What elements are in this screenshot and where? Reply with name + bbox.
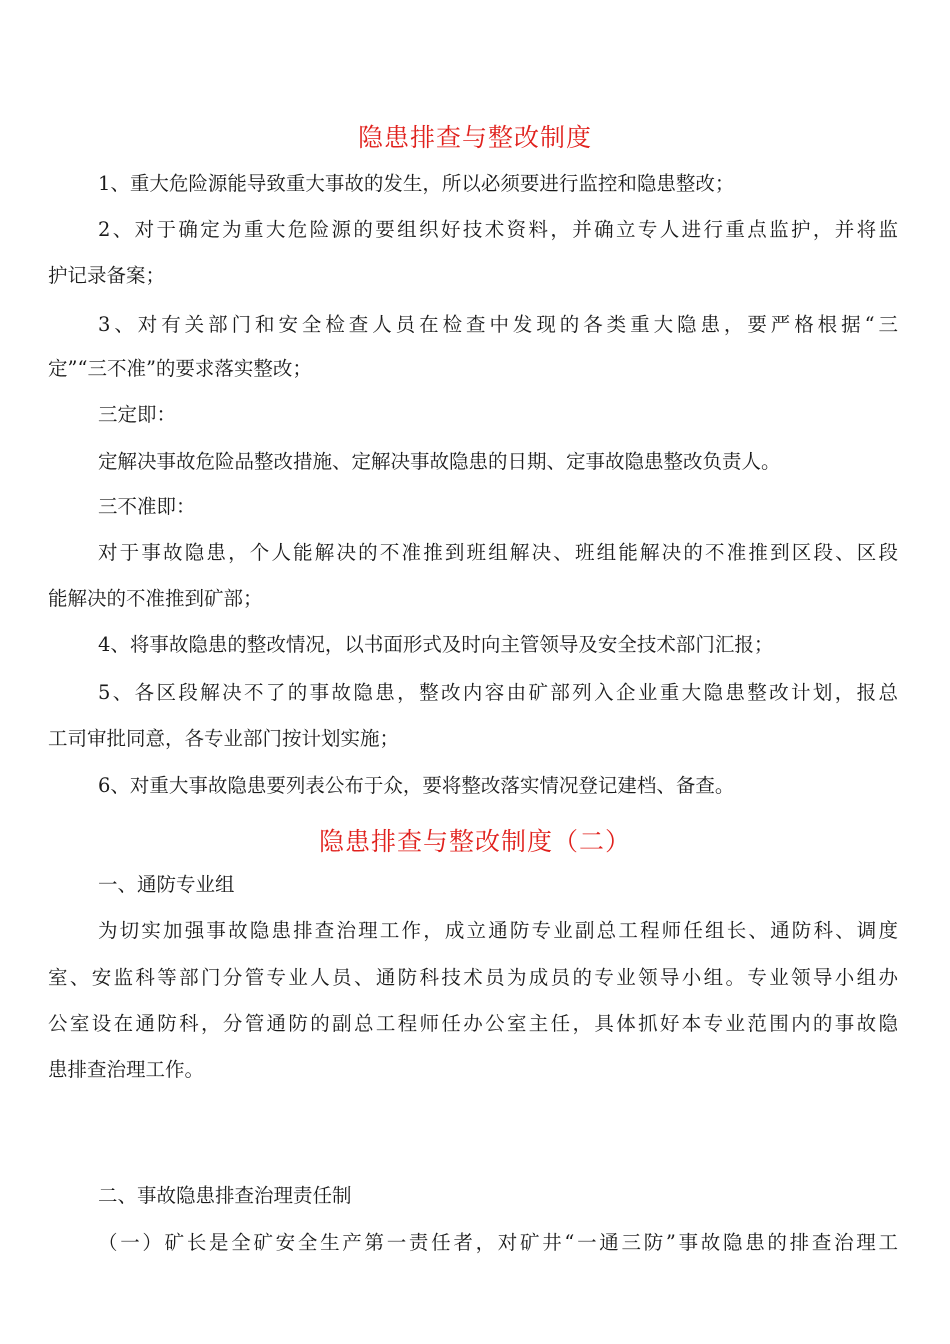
paragraph-3-line-2: 定”“三不准”的要求落实整改； [48, 357, 312, 380]
paragraph-sanbuzhun-heading: 三不准即： [98, 495, 196, 518]
document-title-2: 隐患排查与整改制度（二） [318, 827, 631, 856]
paragraph-sanbuzhun-line-1: 对于事故隐患，个人能解决的不准推到班组解决、班组能解决的不准推到区段、区段 [98, 541, 898, 564]
paragraph-6: 6、对重大事故隐患要列表公布于众，要将整改落实情况登记建档、备查。 [98, 774, 735, 797]
section-1-line-2: 室、安监科等部门分管专业人员、通防科技术员为成员的专业领导小组。专业领导小组办 [48, 966, 898, 989]
document-title: 隐患排查与整改制度 [357, 123, 592, 152]
section-1-line-3: 公室设在通防科，分管通防的副总工程师任办公室主任，具体抓好本专业范围内的事故隐 [48, 1012, 898, 1035]
paragraph-3-line-1: 3、对有关部门和安全检查人员在检查中发现的各类重大隐患，要严格根据“三 [98, 313, 898, 336]
paragraph-sanding-heading: 三定即： [98, 403, 177, 426]
paragraph-sanding-content: 定解决事故危险品整改措施、定解决事故隐患的日期、定事故隐患整改负责人。 [98, 450, 781, 473]
section-2-line-1: （一）矿长是全矿安全生产第一责任者，对矿井“一通三防”事故隐患的排查治理工 [98, 1231, 898, 1254]
section-1-line-4: 患排查治理工作。 [48, 1058, 205, 1081]
paragraph-2-line-2: 护记录备案； [48, 264, 166, 287]
paragraph-1: 1、重大危险源能导致重大事故的发生，所以必须要进行监控和隐患整改； [98, 172, 735, 195]
section-1-line-1: 为切实加强事故隐患排查治理工作，成立通防专业副总工程师任组长、通防科、调度 [98, 919, 898, 942]
paragraph-sanbuzhun-line-2: 能解决的不准推到矿部； [48, 587, 263, 610]
section-1-heading: 一、通防专业组 [98, 873, 235, 896]
paragraph-5-line-2: 工司审批同意，各专业部门按计划实施； [48, 727, 400, 750]
section-2-heading: 二、事故隐患排查治理责任制 [98, 1184, 352, 1207]
paragraph-5-line-1: 5、各区段解决不了的事故隐患，整改内容由矿部列入企业重大隐患整改计划，报总 [98, 681, 898, 704]
paragraph-4: 4、将事故隐患的整改情况，以书面形式及时向主管领导及安全技术部门汇报； [98, 633, 774, 656]
paragraph-2-line-1: 2、对于确定为重大危险源的要组织好技术资料，并确立专人进行重点监护，并将监 [98, 218, 898, 241]
